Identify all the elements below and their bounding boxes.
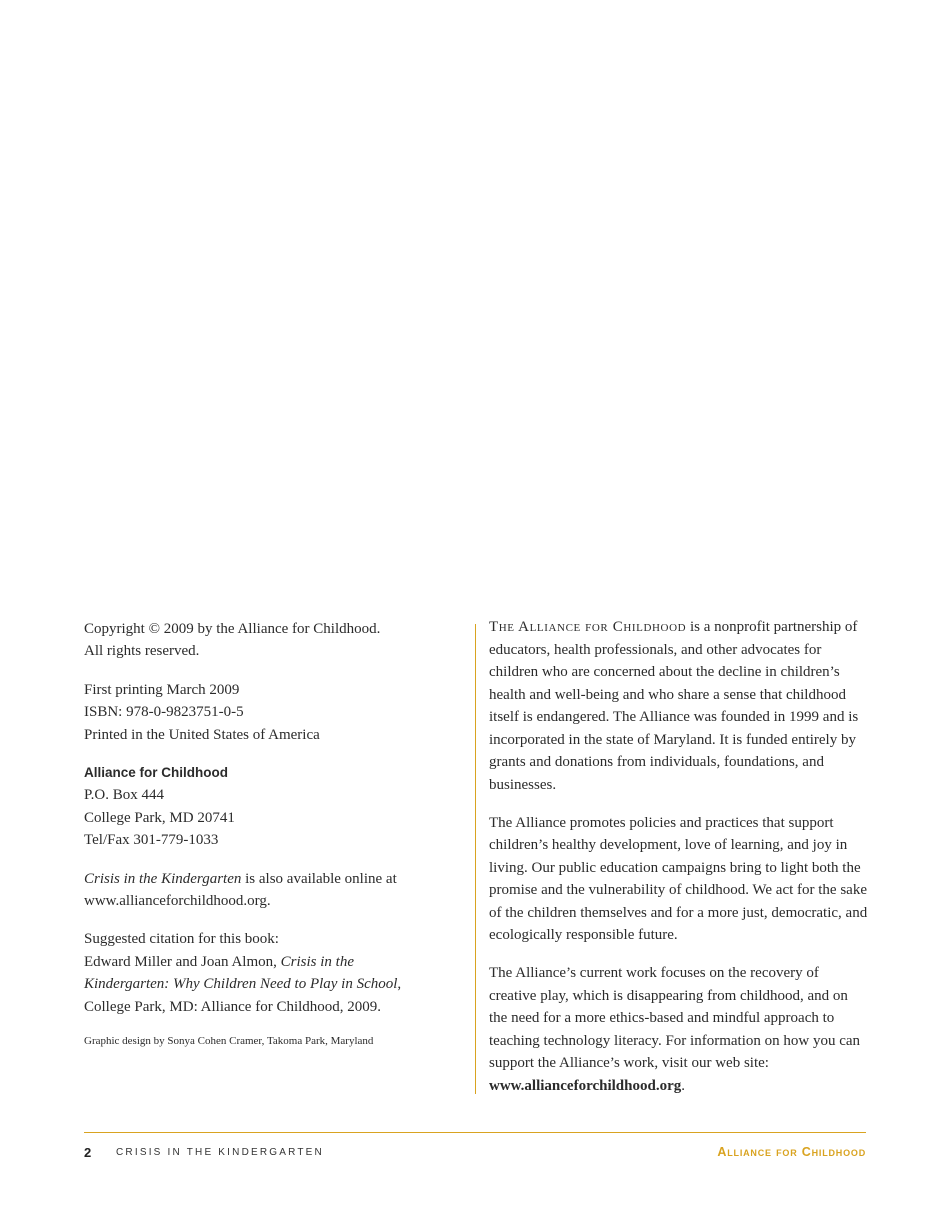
copyright-block	[84, 618, 444, 663]
about-text-1: is a nonprofit partnership of educators, health professionals, and other advocates for children who are concerned about the decline in children’s health and well-being and who share a sense that childhood itself is endangered. The Alliance was founded in 1999 and is incorporated in the state of Maryland. It is funded entirely by grants and donations from individuals, foundations, and businesses.	[489, 619, 859, 793]
about-lead: The Alliance for Childhood	[489, 619, 687, 635]
citation-comma: ,	[397, 976, 402, 993]
citation-label: Suggested citation for this book:	[84, 931, 279, 948]
about-paragraph-1	[489, 616, 869, 796]
column-divider	[475, 624, 476, 1094]
running-title: CRISIS IN THE KINDERGARTEN	[116, 1147, 324, 1158]
citation-title-part1: Crisis in the	[280, 953, 354, 970]
address-block	[84, 762, 444, 852]
about-column	[489, 616, 869, 1113]
page-number: 2	[84, 1145, 92, 1160]
printed-in: Printed in the United States of America	[84, 726, 320, 743]
printing-block	[84, 679, 444, 746]
footer-rule	[84, 1132, 866, 1133]
citation-title-part2: Kindergarten: Why Children Need to Play in School	[84, 976, 398, 993]
website-link[interactable]: www.allianceforchildhood.org	[489, 1077, 682, 1094]
org-name: Alliance for Childhood	[84, 765, 228, 781]
city-line: College Park, MD 20741	[84, 809, 235, 826]
po-box: P.O. Box 444	[84, 787, 165, 804]
isbn: ISBN: 978-0-9823751-0-5	[84, 704, 244, 721]
rights-line: All rights reserved.	[84, 643, 200, 660]
citation-block	[84, 928, 444, 1018]
citation-publisher: College Park, MD: Alliance for Childhood, 2009.	[84, 998, 382, 1015]
phone-fax: Tel/Fax 301-779-1033	[84, 832, 219, 849]
colophon-column	[84, 618, 444, 1064]
about-paragraph-3	[489, 962, 869, 1097]
about-text-3-end: .	[681, 1077, 685, 1094]
printing-date: First printing March 2009	[84, 681, 240, 698]
about-paragraph-2: The Alliance promotes policies and practices that support children’s healthy development, love of learning, and joy in living. Our public education campaigns bring to light both the promise and the vulnerability of childhood. We act for the sake of the children themselves and for a more just, democratic, and ecologically responsible future.	[489, 814, 868, 943]
online-text: is also available online at	[241, 870, 397, 887]
online-availability	[84, 868, 444, 913]
book-title: Crisis in the Kindergarten	[84, 870, 242, 887]
design-credit: Graphic design by Sonya Cohen Cramer, Takoma Park, Maryland	[84, 1035, 374, 1048]
online-url[interactable]: www.allianceforchildhood.org.	[84, 893, 271, 910]
about-text-3: The Alliance’s current work focuses on the recovery of creative play, which is disappearing from childhood, and on the need for a more ethics-based and mindful approach to teaching technology literacy. For information on how you can support the Alliance’s work, visit our web site:	[489, 965, 861, 1071]
footer-org-name: Alliance for Childhood	[717, 1145, 866, 1159]
citation-authors: Edward Miller and Joan Almon,	[84, 953, 281, 970]
copyright-line: Copyright © 2009 by the Alliance for Childhood.	[84, 621, 381, 637]
